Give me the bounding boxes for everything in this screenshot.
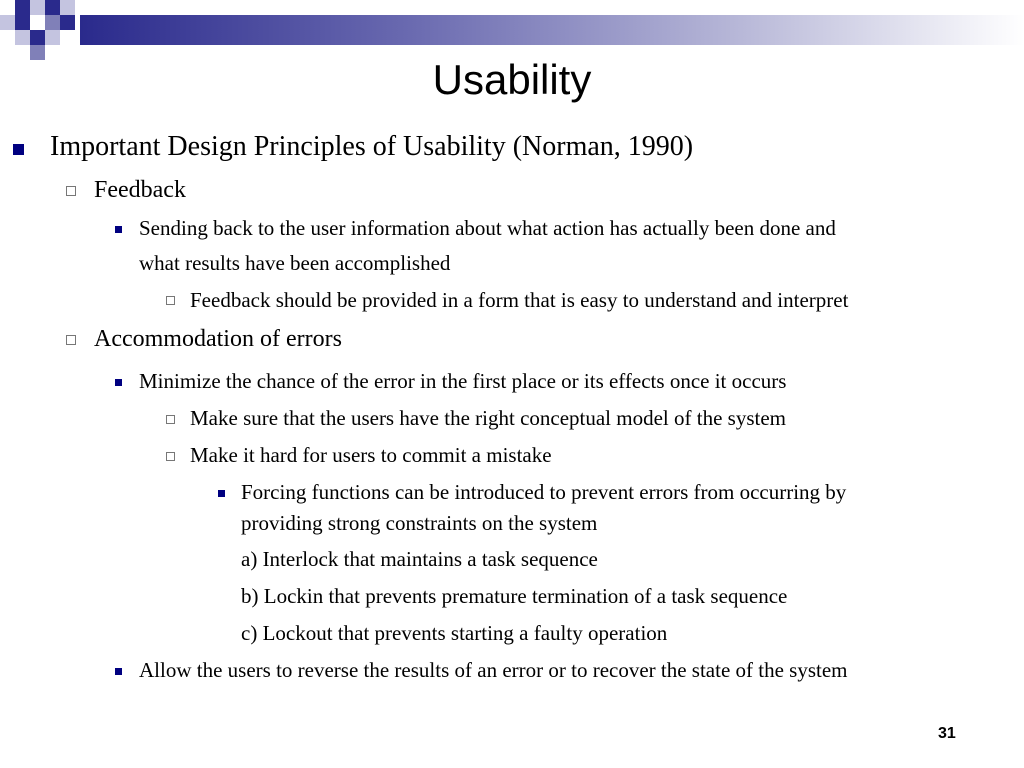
- deco-square: [60, 0, 75, 15]
- hollow-bullet-icon: [166, 415, 175, 424]
- deco-square: [0, 15, 15, 30]
- reverse-results-item: Allow the users to reverse the results of an error or to recover the state of the system: [139, 658, 848, 682]
- lockin-item: b) Lockin that prevents premature termination of a task sequence: [241, 584, 788, 608]
- square-bullet-icon: [13, 144, 24, 155]
- square-bullet-icon: [115, 226, 122, 233]
- deco-square: [30, 30, 45, 45]
- square-bullet-icon: [115, 379, 122, 386]
- feedback-definition-line2: what results have been accomplished: [139, 251, 451, 275]
- deco-square: [15, 30, 30, 45]
- feedback-guideline: Feedback should be provided in a form that is easy to understand and interpret: [190, 288, 849, 312]
- deco-square: [45, 0, 60, 15]
- interlock-item: a) Interlock that maintains a task sequence: [241, 547, 598, 571]
- deco-square: [60, 15, 75, 30]
- slide-title: Usability: [432, 56, 592, 103]
- minimize-errors-item: Minimize the chance of the error in the first place or its effects once it occurs: [139, 369, 787, 393]
- deco-square: [15, 0, 30, 15]
- feedback-definition-line1: Sending back to the user information about what action has actually been done and: [139, 216, 836, 240]
- hollow-bullet-icon: [66, 186, 76, 196]
- conceptual-model-item: Make sure that the users have the right conceptual model of the system: [190, 406, 786, 430]
- forcing-functions-line1: Forcing functions can be introduced to prevent errors from occurring by: [241, 480, 847, 504]
- square-bullet-icon: [218, 490, 225, 497]
- page-number: 31: [938, 725, 956, 742]
- feedback-heading: Feedback: [94, 177, 186, 203]
- lockout-item: c) Lockout that prevents starting a faulty operation: [241, 621, 668, 645]
- hollow-bullet-icon: [66, 335, 76, 345]
- hollow-bullet-icon: [166, 296, 175, 305]
- errors-heading: Accommodation of errors: [94, 326, 342, 352]
- hard-to-commit-item: Make it hard for users to commit a mistake: [190, 443, 552, 467]
- header-gradient-bar: [80, 15, 1024, 45]
- hollow-bullet-icon: [166, 452, 175, 461]
- deco-square: [45, 30, 60, 45]
- deco-square: [30, 0, 45, 15]
- principles-heading: Important Design Principles of Usability (Norman, 1990): [50, 131, 694, 162]
- square-bullet-icon: [115, 668, 122, 675]
- forcing-functions-line2: providing strong constraints on the system: [241, 511, 598, 535]
- deco-square: [15, 15, 30, 30]
- deco-square: [45, 15, 60, 30]
